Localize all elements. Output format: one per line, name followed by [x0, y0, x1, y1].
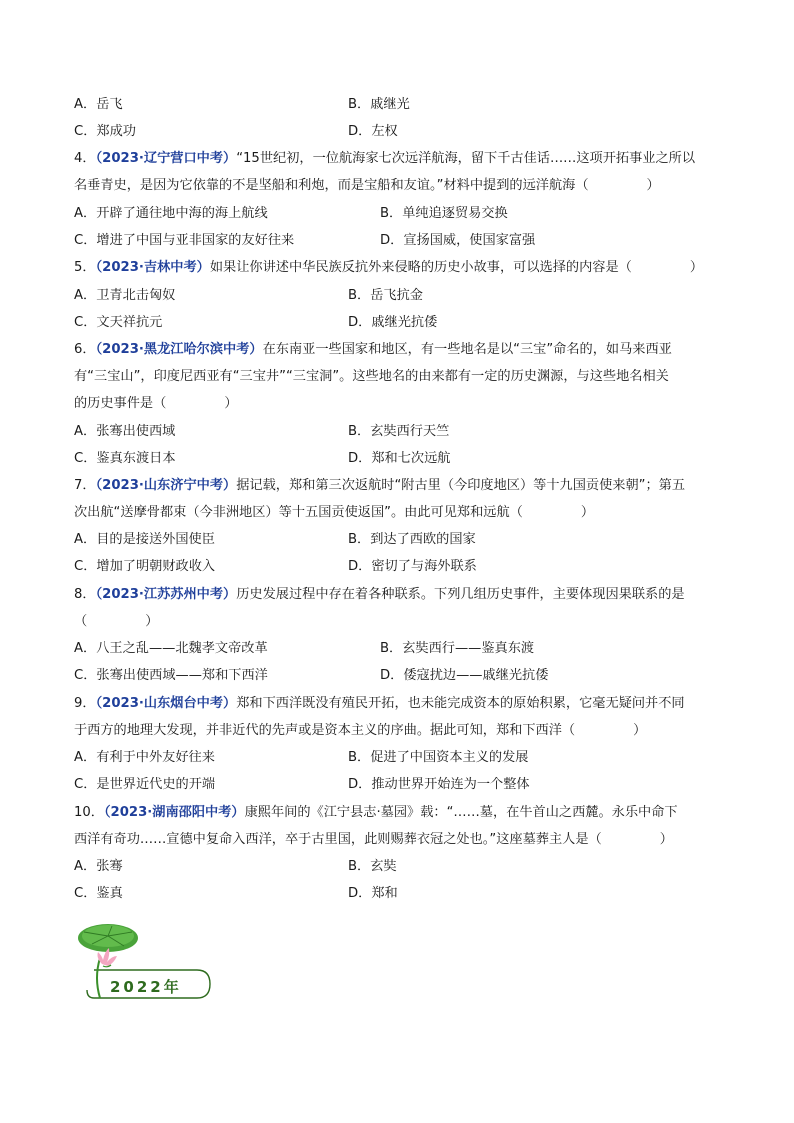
q7-option-c: C．增加了明朝财政收入	[74, 559, 216, 574]
question-source: （2023·江苏苏州中考）	[95, 587, 237, 602]
question-source: （2023·吉林中考）	[95, 260, 210, 275]
question-text: 名垂青史，是因为它依靠的不是坚船和利炮，而是宝船和友谊。”材料中提到的远洋航海（	[74, 178, 589, 193]
question-text: 有“三宝山”，印度尼西亚有“三宝井”“三宝洞”。这些地名的由来都有一定的历史渊源，与这些地名相关	[74, 369, 669, 384]
question-text: 的历史事件是（	[74, 396, 167, 411]
question-source: （2023·辽宁营口中考）	[95, 151, 237, 166]
question-source: （2023·山东烟台中考）	[95, 696, 237, 711]
q3-option-a: A．岳飞	[74, 97, 123, 112]
q9-option-c: C．是世界近代史的开端	[74, 777, 216, 792]
question-text: 在东南亚一些国家和地区，有一些地名是以“三宝”命名的，如马来西亚	[262, 342, 672, 357]
q5-option-a: A．卫青北击匈奴	[74, 288, 176, 303]
q9-option-a: A．有利于中外友好往来	[74, 750, 215, 765]
q9-option-d: D．推动世界开始连为一个整体	[348, 777, 530, 792]
q7-option-a: A．目的是接送外国使臣	[74, 532, 215, 547]
question-text: 如果让你讲述中华民族反抗外来侵略的历史小故事，可以选择的内容是（	[209, 260, 632, 275]
answer-bracket: ）	[659, 832, 673, 847]
question-text: 历史发展过程中存在着各种联系。下列几组历史事件，主要体现因果联系的是	[236, 587, 685, 602]
q4-line-2	[74, 177, 660, 195]
q10-option-c: C．鉴真	[74, 886, 123, 901]
q6-line-3	[74, 395, 238, 413]
question-number: 9．	[74, 696, 96, 711]
q10-line-2	[74, 831, 673, 849]
q3-option-d: D．左权	[348, 124, 398, 139]
q3-option-c: C．郑成功	[74, 124, 136, 139]
q7-line-1	[74, 477, 685, 495]
q9-line-2	[74, 722, 646, 740]
question-source: （2023·山东济宁中考）	[95, 478, 237, 493]
answer-bracket: ）	[633, 723, 647, 738]
question-text: 康熙年间的《江宁县志·墓园》载：“……墓，在牛首山之西麓。永乐中命下	[244, 805, 678, 820]
answer-bracket: ）	[580, 505, 595, 520]
answer-bracket: ）	[224, 396, 238, 411]
q4-option-c: C．增进了中国与亚非国家的友好往来	[74, 233, 295, 248]
question-number: 10．	[74, 805, 104, 820]
q7-line-2	[74, 504, 594, 522]
q8-option-d: D．倭寇扰边——戚继光抗倭	[380, 668, 549, 683]
question-text: “15世纪初，一位航海家七次远洋航海，留下千古佳话……这项开拓事业之所以	[236, 151, 696, 166]
question-number: 6．	[74, 342, 96, 357]
q5-line-1	[74, 259, 703, 277]
q3-option-b: B．戚继光	[348, 97, 410, 112]
q8-line-1	[74, 586, 685, 604]
q5-option-c: C．文天祥抗元	[74, 315, 163, 330]
q10-option-a: A．张骞	[74, 859, 123, 874]
q6-line-2	[74, 368, 669, 386]
q6-option-a: A．张骞出使西域	[74, 424, 176, 439]
q7-option-b: B．到达了西欧的国家	[348, 532, 476, 547]
q6-line-1	[74, 341, 672, 359]
q5-option-b: B．岳飞抗金	[348, 288, 423, 303]
q4-line-1	[74, 150, 695, 168]
answer-bracket: ）	[646, 178, 660, 193]
q8-option-b: B．玄奘西行——鉴真东渡	[380, 641, 535, 656]
question-source: （2023·黑龙江哈尔滨中考）	[95, 342, 263, 357]
q8-option-a: A．八王之乱——北魏孝文帝改革	[74, 641, 268, 656]
q9-option-b: B．促进了中国资本主义的发展	[348, 750, 529, 765]
q6-option-b: B．玄奘西行天竺	[348, 424, 450, 439]
question-number: 8．	[74, 587, 96, 602]
q4-option-d: D．宣扬国威，使国家富强	[380, 233, 536, 248]
answer-bracket: ）	[145, 614, 159, 629]
q6-option-c: C．鉴真东渡日本	[74, 451, 176, 466]
q8-line-2	[74, 613, 158, 631]
q5-option-d: D．戚继光抗倭	[348, 315, 438, 330]
question-text: 次出航“送摩骨都束（今非洲地区）等十五国贡使返国”。由此可见郑和远航（	[74, 505, 523, 520]
q10-line-1	[74, 804, 678, 822]
q4-option-a: A．开辟了通往地中海的海上航线	[74, 206, 268, 221]
answer-bracket: ）	[689, 260, 704, 275]
q6-option-d: D．郑和七次远航	[348, 451, 451, 466]
question-number: 7．	[74, 478, 96, 493]
q8-option-c: C．张骞出使西域——郑和下西洋	[74, 668, 268, 683]
q9-line-1	[74, 695, 685, 713]
question-text: 郑和下西洋既没有殖民开拓，也未能完成资本的原始积累，它毫无疑问并不同	[236, 696, 685, 711]
question-source: （2023·湖南邵阳中考）	[103, 805, 245, 820]
question-text: 西洋有奇功……宣德中复命入西洋，卒于古里国，此则赐葬衣冠之处也。”这座墓葬主人是（	[74, 832, 602, 847]
question-number: 4．	[74, 151, 96, 166]
q10-option-b: B．玄奘	[348, 859, 397, 874]
question-text: （	[74, 614, 88, 629]
q7-option-d: D．密切了与海外联系	[348, 559, 477, 574]
question-text: 于西方的地理大发现，并非近代的先声或是资本主义的序曲。据此可知，郑和下西洋（	[74, 723, 576, 738]
question-text: 据记载，郑和第三次返航时“附古里（今印度地区）等十九国贡使来朝”；第五	[236, 478, 686, 493]
question-number: 5．	[74, 260, 96, 275]
section-year-label: 2022年	[110, 978, 182, 996]
q10-option-d: D．郑和	[348, 886, 398, 901]
q4-option-b: B．单纯追逐贸易交换	[380, 206, 508, 221]
